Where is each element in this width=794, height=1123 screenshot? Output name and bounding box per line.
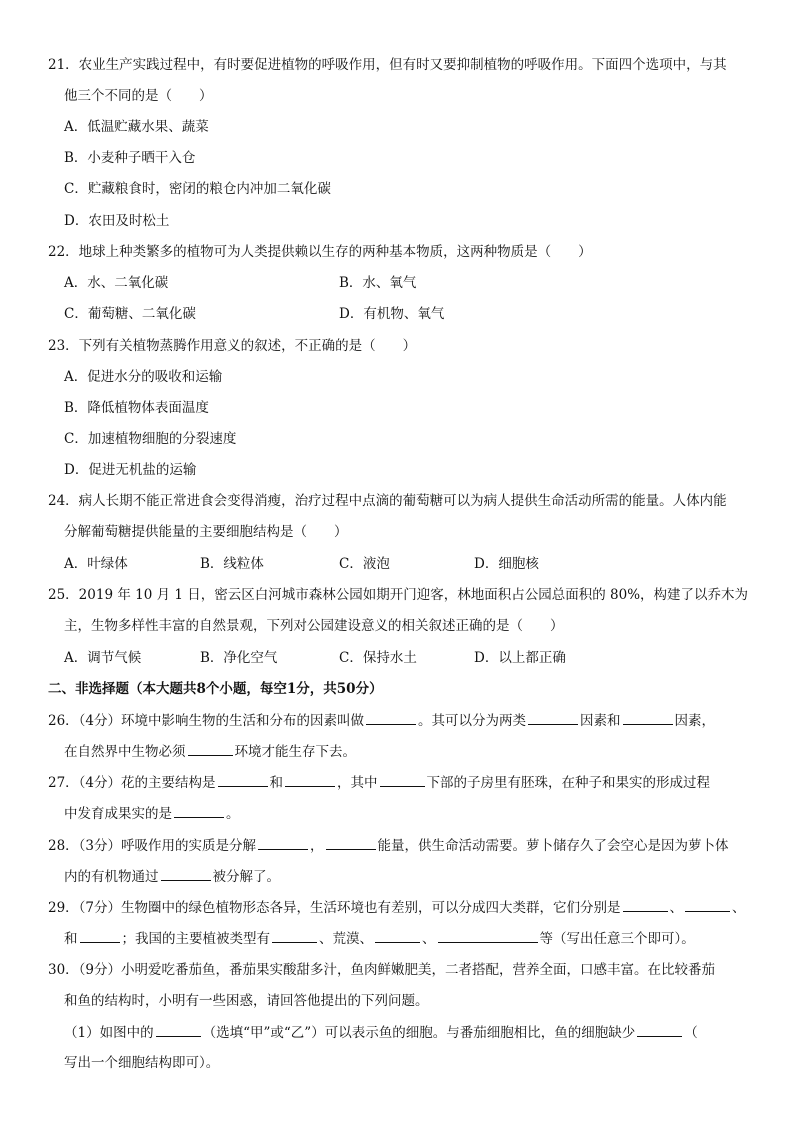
q21-stem-line2: 他三个不同的是（ ） [64,88,213,104]
q29-text-2: 、 [669,900,684,916]
q29-line2 [64,928,695,949]
q30-sub1-line1 [64,1022,698,1043]
q30-sub1-text-1: （1）如图中的 [64,1025,154,1041]
q25-stem-line2: 主，生物多样性丰富的自然景观，下列对公园建设意义的相关叙述正确的是（ ） [64,618,564,634]
q27-blank-2[interactable] [285,772,335,787]
q21-option-c[interactable]: C．贮藏粮食时，密闭的粮仓内冲加二氧化碳 [64,181,331,197]
q26-blank-1[interactable] [366,710,416,725]
q28-blank-2[interactable] [326,835,376,850]
q28-text-1: 28．（3分）呼吸作用的实质是分解 [48,838,257,854]
q23-option-b[interactable]: B．降低植物体表面温度 [64,400,209,416]
q24-stem-line1: 24．病人长期不能正常进食会变得消瘦，治疗过程中点滴的葡萄糖可以为病人提供生命活动所需的能量。人体内能 [48,493,727,509]
q26-line2 [64,741,356,762]
q27-text-3: ，其中 [337,775,378,791]
q23-stem: 23．下列有关植物蒸腾作用意义的叙述，不正确的是（ ） [48,338,417,354]
q24-option-d[interactable]: D．细胞核 [474,556,539,572]
q30-sub1-blank-2[interactable] [637,1022,682,1037]
q28-line1 [48,835,729,856]
q29-text-1: 29．（7分）生物圈中的绿色植物形态各异，生活环境也有差别，可以分成四大类群，它们分别是 [48,900,621,916]
q29-blank-4[interactable] [272,928,317,943]
q29-text-6: 、荒漠、 [319,931,373,947]
q30-sub1-line2: 写出一个细胞结构即可）。 [64,1055,220,1071]
q25-option-c[interactable]: C．保持水土 [339,650,417,666]
q28-line2 [64,866,280,887]
section-heading: 二、非选择题（本大题共8个小题，每空1分，共50分） [48,681,383,697]
q27-line2 [64,803,240,824]
q27-blank-3[interactable] [380,772,425,787]
q26-blank-3[interactable] [623,710,673,725]
q30-stem-line1: 30．（9分）小明爱吃番茄鱼，番茄果实酸甜多汁，鱼肉鲜嫩肥美，二者搭配，营养全面，口感丰富。在比较番茄 [48,962,716,978]
q26-text-2: 。其可以分为两类 [418,713,527,729]
q26-line1 [48,710,715,731]
q27-text-6: 。 [226,806,240,822]
q26-text-3: 因素和 [580,713,621,729]
q22-option-d[interactable]: D．有机物、氧气 [339,306,445,322]
q21-option-d[interactable]: D．农田及时松土 [64,213,170,229]
q27-text-4: 下部的子房里有胚珠，在种子和果实的形成过程 [426,775,711,791]
q28-blank-1[interactable] [258,835,308,850]
q21-option-a[interactable]: A．低温贮藏水果、蔬菜 [64,119,209,135]
q29-blank-5[interactable] [375,928,420,943]
q30-sub1-text-2: （选填“甲”或“乙”）可以表示鱼的细胞。与番茄细胞相比，鱼的细胞缺少 [202,1025,636,1041]
q22-option-a[interactable]: A．水、二氧化碳 [64,275,169,291]
q26-text-1: 26．（4分）环境中影响生物的生活和分布的因素叫做 [48,713,365,729]
q28-text-3: 能量，供生命活动需要。萝卜储存久了会空心是因为萝卜体 [377,838,729,854]
q29-text-3: 、 [732,900,746,916]
q29-text-7: 、 [422,931,436,947]
q26-text-5: 在自然界中生物必须 [64,744,186,760]
q26-text-6: 环境才能生存下去。 [234,744,356,760]
q22-option-b[interactable]: B．水、氧气 [339,275,417,291]
q28-text-2: ， [310,838,324,854]
q29-blank-3[interactable] [80,928,120,943]
q27-text-5: 中发育成果实的是 [64,806,172,822]
q28-text-4: 内的有机物通过 [64,869,159,885]
q24-option-c[interactable]: C．液泡 [339,556,390,572]
q23-option-a[interactable]: A．促进水分的吸收和运输 [64,369,223,385]
q23-option-d[interactable]: D．促进无机盐的运输 [64,462,197,478]
q25-option-a[interactable]: A．调节气候 [64,650,142,666]
q30-sub1-text-3: （ [684,1025,698,1041]
q29-text-8: 等（写出任意三个即可）。 [539,931,695,947]
q29-text-4: 和 [64,931,78,947]
q28-text-5: 被分解了。 [212,869,280,885]
q24-option-a[interactable]: A．叶绿体 [64,556,128,572]
q25-option-d[interactable]: D．以上都正确 [474,650,566,666]
q28-blank-3[interactable] [161,866,211,881]
q21-stem-line1: 21．农业生产实践过程中，有时要促进植物的呼吸作用，但有时又要抑制植物的呼吸作用。下面四个选项中，与其 [48,57,727,73]
q27-text-1: 27．（4分）花的主要结构是 [48,775,216,791]
q29-blank-1[interactable] [623,897,668,912]
q29-blank-6[interactable] [438,928,538,943]
q26-blank-4[interactable] [188,741,233,756]
q22-option-c[interactable]: C．葡萄糖、二氧化碳 [64,306,196,322]
q30-stem-line2: 和鱼的结构时，小明有一些困惑，请回答他提出的下列问题。 [64,993,429,1009]
q23-option-c[interactable]: C．加速植物细胞的分裂速度 [64,431,237,447]
q22-stem: 22．地球上种类繁多的植物可为人类提供赖以生存的两种基本物质，这两种物质是（ ） [48,244,592,260]
q27-blank-1[interactable] [218,772,268,787]
q26-blank-2[interactable] [528,710,578,725]
q27-text-2: 和 [269,775,284,791]
q29-blank-2[interactable] [685,897,730,912]
q29-line1 [48,897,746,918]
q27-line1 [48,772,710,793]
q21-option-b[interactable]: B．小麦种子晒干入仓 [64,150,196,166]
q27-blank-4[interactable] [174,803,224,818]
q30-sub1-blank-1[interactable] [156,1022,201,1037]
q29-text-5: ；我国的主要植被类型有 [121,931,270,947]
q24-stem-line2: 分解葡萄糖提供能量的主要细胞结构是（ ） [64,524,348,540]
q25-stem-line1: 25．2019 年 10 月 1 日，密云区白河城市森林公园如期开门迎客，林地面积占公园总面积的 80%，构建了以乔木为 [48,587,749,603]
q25-option-b[interactable]: B．净化空气 [200,650,278,666]
q26-text-4: 因素， [674,713,716,729]
q24-option-b[interactable]: B．线粒体 [200,556,264,572]
